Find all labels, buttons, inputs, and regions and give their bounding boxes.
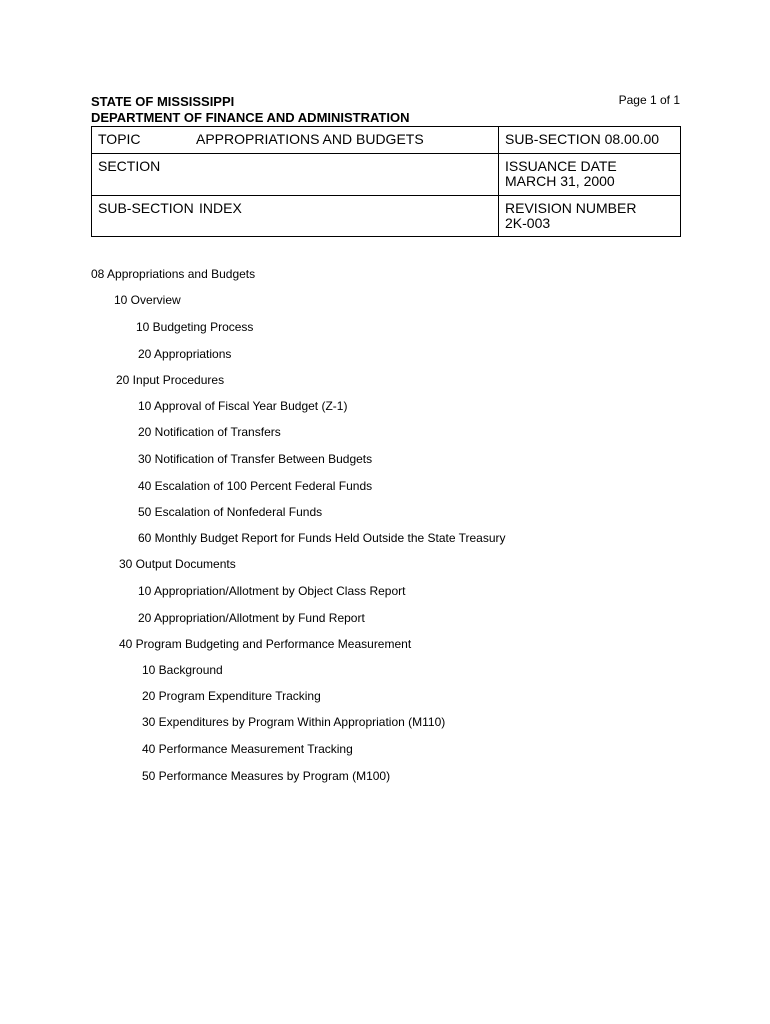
topic-value: APPROPRIATIONS AND BUDGETS xyxy=(196,131,424,147)
issuance-label: ISSUANCE DATE xyxy=(505,158,617,174)
revision-label: REVISION NUMBER xyxy=(505,200,637,216)
subsection-value: INDEX xyxy=(199,200,242,216)
index-entry: 20 Appropriations xyxy=(138,347,232,361)
index-entry: 10 Appropriation/Allotment by Object Class Report xyxy=(138,584,406,598)
subsection-row xyxy=(92,195,680,236)
section-label: SECTION xyxy=(98,158,161,174)
topic-cell xyxy=(92,127,499,153)
topic-row xyxy=(92,127,680,153)
index-entry: 20 Appropriation/Allotment by Fund Report xyxy=(138,611,365,625)
index-entry: 50 Escalation of Nonfederal Funds xyxy=(138,505,323,519)
section-cell xyxy=(92,154,499,195)
index-entry: 10 Background xyxy=(142,663,223,677)
revision-value: 2K-003 xyxy=(505,215,551,231)
index-entry: 10 Approval of Fiscal Year Budget (Z-1) xyxy=(138,399,348,413)
index-entry: 40 Program Budgeting and Performance Measurement xyxy=(119,637,412,651)
subsection-code-cell xyxy=(499,127,680,153)
page-number: Page 1 of 1 xyxy=(618,93,680,107)
index-entry: 20 Input Procedures xyxy=(116,373,225,387)
document-info-table xyxy=(91,126,681,237)
index-entry: 60 Monthly Budget Report for Funds Held Outside the State Treasury xyxy=(138,531,506,545)
index-entry: 30 Expenditures by Program Within Appropriation (M110) xyxy=(142,715,446,729)
subsection-cell xyxy=(92,196,499,236)
index-entry: 40 Escalation of 100 Percent Federal Funds xyxy=(138,479,373,493)
revision-cell xyxy=(499,196,680,236)
subsection-code: SUB-SECTION 08.00.00 xyxy=(505,131,660,147)
index-entry: 50 Performance Measures by Program (M100) xyxy=(142,769,391,783)
index-entry: 10 Budgeting Process xyxy=(136,320,254,334)
section-row xyxy=(92,153,680,195)
issuance-value: MARCH 31, 2000 xyxy=(505,173,615,189)
index-entry: 40 Performance Measurement Tracking xyxy=(142,742,353,756)
index-entry: 10 Overview xyxy=(114,293,181,307)
index-entry: 30 Output Documents xyxy=(119,557,236,571)
index-entry: 20 Program Expenditure Tracking xyxy=(142,689,321,703)
index-entry: 30 Notification of Transfer Between Budgets xyxy=(138,452,373,466)
state-heading: STATE OF MISSISSIPPI xyxy=(91,94,235,109)
topic-label: TOPIC xyxy=(98,131,141,147)
subsection-label: SUB-SECTION xyxy=(98,200,194,216)
index-entry: 20 Notification of Transfers xyxy=(138,425,281,439)
index-entry: 08 Appropriations and Budgets xyxy=(91,267,256,281)
issuance-cell xyxy=(499,154,680,195)
department-heading: DEPARTMENT OF FINANCE AND ADMINISTRATION xyxy=(91,110,410,125)
